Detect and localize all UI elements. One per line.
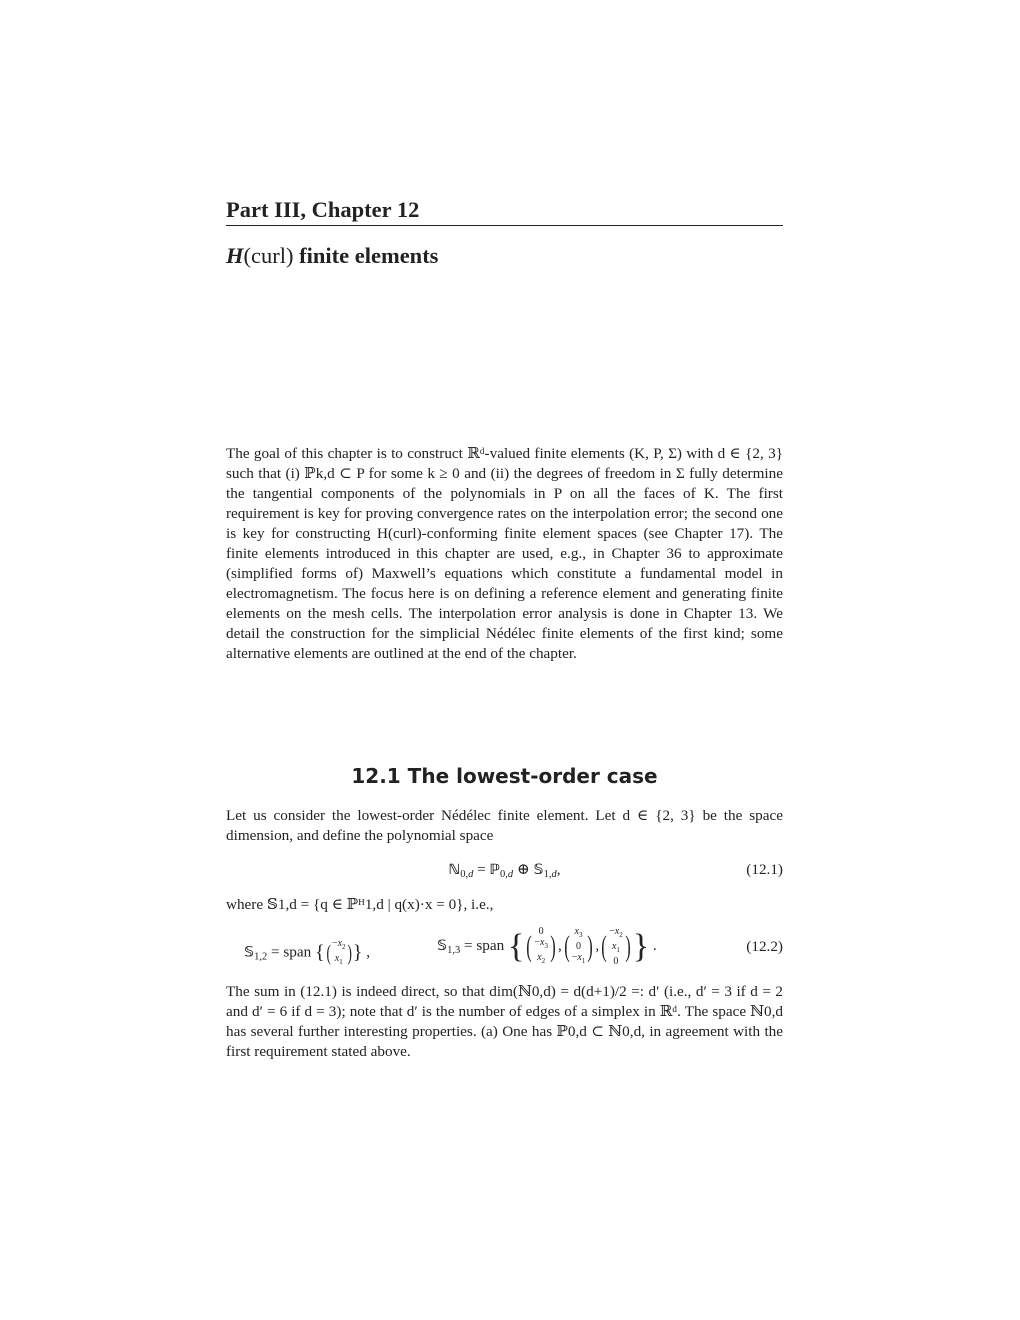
equation-12-1-body: ℕ$_{0,d}$ = ℙ$_{0,d}$ ⊕ 𝕊$_{1,d}$, [448, 861, 561, 880]
intro-text: The goal of this chapter is to construct ℝᵈ-valued finite elements (K, P, Σ) with d ∈ {2, 3} such that (i) ℙk,d ⊂ P for some k ≥ 0 and (ii) the degrees of freedom in Σ fully determine the tangential components of the polynomials in P on all the faces of K. The first requirement is key for proving convergence rates on the interpolation error; the second one is key for constructing H(curl)-conforming finite element spaces (see Chapter 17). The finite elements introduced in this chapter are used, e.g., in Chapter 36 to approximate (simplified forms of) Maxwell’s equations which constitute a fundamental model in electromagnetism. The focus here is on defining a reference element and generating finite elements on the mesh cells. The interpolation error analysis is done in Chapter 13. We detail the construction for the simplicial Nédélec finite elements of the first kind; some alternative elements are outlined at the end of the chapter. [226, 445, 783, 662]
section-title: 12.1 The lowest-order case [351, 764, 658, 788]
equation-12-2 [226, 926, 783, 972]
section-paragraph-2-text: The sum in (12.1) is indeed direct, so that dim(ℕ0,d) = d(d+1)/2 =: d′ (i.e., d′ = 3 if d = 2 and d′ = 6 if d = 3); note that d′ is the number of edges of a simplex in ℝᵈ. The space ℕ0,d has several further interesting properties. (a) One has ℙ0,d ⊂ ℕ0,d, in agreement with the first requirement stated above. [226, 983, 783, 1060]
equation-12-1-number: (12.1) [746, 861, 783, 878]
equation-12-2-s13: 𝕊$_{1,3}$ = span {( 0 $-x_3$ $x_2$ ) ,( $x_3$ 0 $-x_1$ ) ,( $-x_2$ $x_1$ 0 )} . [437, 926, 657, 967]
chapter-title-symbol: H [226, 243, 244, 268]
where-line: where 𝕊1,d = {q ∈ ℙᴴ1,d | q(x)·x = 0}, i.e., [226, 896, 494, 913]
section-paragraph-1 [226, 806, 783, 846]
section-paragraph-1-text: Let us consider the lowest-order Nédélec finite element. Let d ∈ {2, 3} be the space dimension, and define the polynomial space [226, 807, 783, 844]
equation-12-2-number: (12.2) [746, 938, 783, 955]
chapter-title-rest: finite elements [293, 243, 439, 268]
part-chapter-heading: Part III, Chapter 12 [226, 196, 783, 226]
equation-12-2-s12: 𝕊$_{1,2}$ = span {( $-x_2$ $x_1$ )} , [244, 938, 371, 966]
chapter-title-paren: (curl) [243, 243, 294, 268]
intro-paragraph [226, 444, 783, 664]
section-paragraph-2 [226, 982, 783, 1062]
equation-12-1 [226, 860, 783, 882]
chapter-title [226, 242, 783, 270]
